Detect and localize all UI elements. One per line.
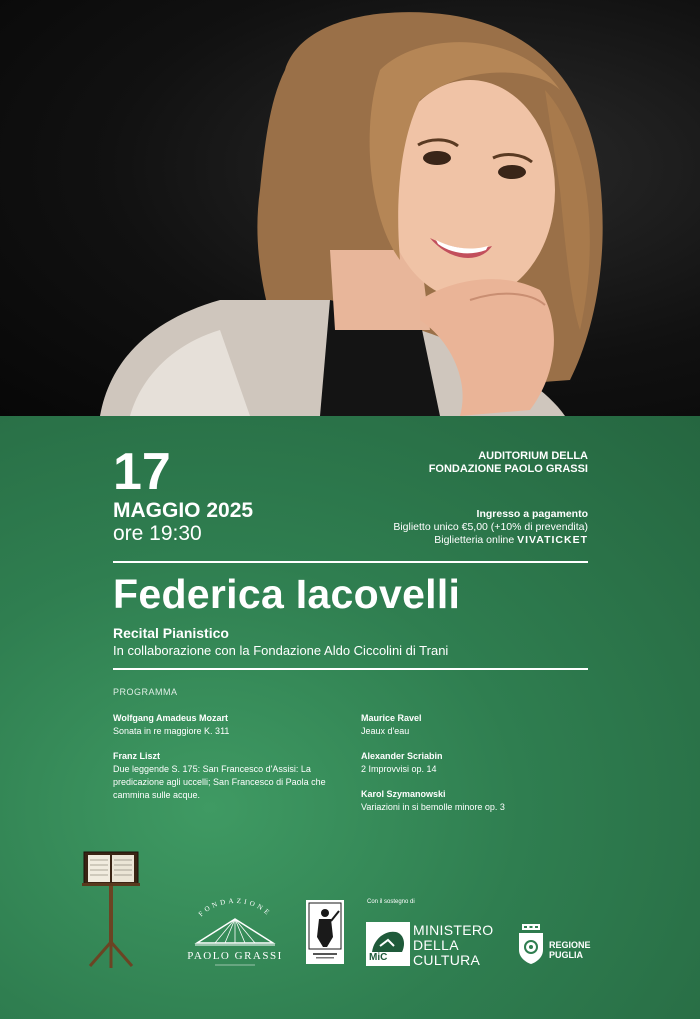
venue-line-2: FONDAZIONE PAOLO GRASSI bbox=[428, 463, 588, 475]
program-item bbox=[113, 712, 333, 738]
composer-name: Alexander Scriabin bbox=[361, 751, 443, 761]
ministero-line-2: DELLA bbox=[413, 937, 459, 953]
mic-badge-text: MiC bbox=[369, 952, 388, 963]
program-item bbox=[113, 750, 328, 802]
collaboration-note: In collaborazione con la Fondazione Aldo Ciccolini di Trani bbox=[113, 643, 449, 658]
ministero-line-1: MINISTERO bbox=[413, 922, 494, 938]
ticket-online bbox=[434, 534, 588, 546]
divider-bottom bbox=[113, 668, 588, 670]
ministero-line-3: CULTURA bbox=[413, 952, 481, 968]
program-label: PROGRAMMA bbox=[113, 687, 178, 697]
music-stand-icon bbox=[78, 848, 144, 970]
program-item bbox=[361, 712, 591, 738]
conservatorio-logo bbox=[305, 899, 345, 965]
ticket-online-prefix: Biglietteria online bbox=[434, 534, 515, 546]
composer-name: Maurice Ravel bbox=[361, 713, 422, 723]
composer-name: Karol Szymanowski bbox=[361, 789, 446, 799]
regione-line-1: REGIONE bbox=[549, 940, 591, 950]
support-label: Con il sostegno di bbox=[367, 899, 415, 905]
work-title: Due leggende S. 175: San Francesco d'Assisi: La predicazione agli uccelli; San Francesco di Paola che cammina sulle acque. bbox=[113, 764, 326, 800]
svg-text:FONDAZIONE bbox=[197, 897, 273, 918]
paolo-grassi-text: PAOLO GRASSI bbox=[187, 950, 283, 962]
regione-puglia-crest-icon bbox=[518, 924, 544, 964]
venue-line-1: AUDITORIUM DELLA bbox=[478, 450, 588, 462]
performer-name: Federica Iacovelli bbox=[113, 571, 461, 617]
event-month-year: MAGGIO 2025 bbox=[113, 499, 254, 522]
ticket-heading: Ingresso a pagamento bbox=[476, 508, 588, 520]
program-item bbox=[361, 750, 591, 776]
vivaticket-brand: VIVATICKET bbox=[517, 534, 588, 546]
event-day: 17 bbox=[113, 443, 171, 501]
work-title: Sonata in re maggiore K. 311 bbox=[113, 726, 230, 736]
pianist-portrait-photo bbox=[0, 0, 700, 416]
divider-top bbox=[113, 561, 588, 563]
work-title: Variazioni in si bemolle minore op. 3 bbox=[361, 802, 505, 812]
regione-line-2: PUGLIA bbox=[549, 950, 584, 960]
work-title: 2 Improvvisi op. 14 bbox=[361, 764, 437, 774]
portrait-illustration bbox=[0, 0, 700, 416]
program-item bbox=[361, 788, 591, 814]
work-title: Jeaux d'eau bbox=[361, 726, 410, 736]
ticket-price: Biglietto unico €5,00 (+10% di prevendita) bbox=[393, 521, 588, 533]
fondazione-arc-text: FONDAZIONE bbox=[196, 897, 274, 919]
composer-name: Franz Liszt bbox=[113, 751, 161, 761]
composer-name: Wolfgang Amadeus Mozart bbox=[113, 713, 229, 723]
event-time: ore 19:30 bbox=[113, 522, 202, 545]
recital-type: Recital Pianistico bbox=[113, 625, 229, 641]
